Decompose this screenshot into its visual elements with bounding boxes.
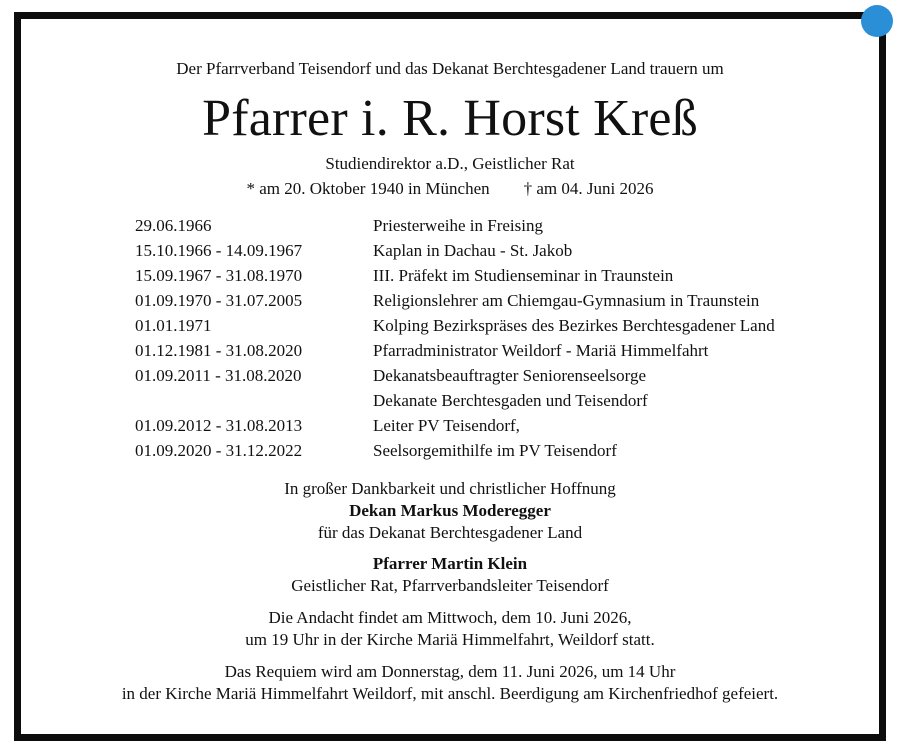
signer-1-role: für das Dekanat Berchtesgadener Land [317,523,583,542]
career-role [373,288,875,313]
career-role [373,263,875,288]
career-period: 01.09.2012 - 31.08.2013 [135,416,303,435]
career-role [373,313,875,338]
intro-line: Der Pfarrverband Teisendorf und das Dekanat Berchtesgadener Land trauern um [176,59,724,78]
career-period: 01.01.1971 [135,316,212,335]
career-role-line: Priesterweihe in Freising [373,216,543,235]
andacht-line-2: um 19 Uhr in der Kirche Mariä Himmelfahrt, Weildorf statt. [245,630,655,649]
career-period: 01.09.2020 - 31.12.2022 [135,441,303,460]
requiem-line-2: in der Kirche Mariä Himmelfahrt Weildorf, mit anschl. Beerdigung am Kirchenfriedhof gefeiert. [121,684,779,703]
signer-1-name: Dekan Markus Moderegger [349,501,551,520]
career-period: 15.09.1967 - 31.08.1970 [135,266,303,285]
career-role-line: Dekanate Berchtesgaden und Teisendorf [373,391,648,410]
career-role-line: Kaplan in Dachau - St. Jakob [373,241,573,260]
career-role-line: III. Präfekt im Studienseminar in Traunstein [373,266,674,285]
career-row [135,363,875,413]
birth-date: * am 20. Oktober 1940 in München [246,179,490,198]
career-row [135,263,875,288]
career-role [373,213,875,238]
corner-badge-icon [861,5,893,37]
career-role-line: Dekanatsbeauftragter Seniorenseelsorge [373,366,646,385]
career-role-line: Pfarradministrator Weildorf - Mariä Himmelfahrt [373,341,709,360]
career-role-line: Kolping Bezirkspräses des Bezirkes Berchtesgadener Land [373,316,775,335]
career-period: 29.06.1966 [135,216,212,235]
life-dates [21,179,879,199]
career-period: 01.09.2011 - 31.08.2020 [135,366,302,385]
career-period: 01.12.1981 - 31.08.2020 [135,341,303,360]
signer-2-role: Geistlicher Rat, Pfarrverbandsleiter Teisendorf [291,576,609,595]
career-role [373,338,875,363]
career-role [373,438,875,463]
death-date: † am 04. Juni 2026 [523,179,654,198]
career-role [373,363,875,413]
career-period: 15.10.1966 - 14.09.1967 [135,241,303,260]
career-row [135,438,875,463]
requiem-line-1: Das Requiem wird am Donnerstag, dem 11. Juni 2026, um 14 Uhr [224,662,676,681]
career-row [135,338,875,363]
thanks-line: In großer Dankbarkeit und christlicher Hoffnung [284,479,616,498]
deceased-name: Pfarrer i. R. Horst Kreß [202,90,698,147]
obituary-frame [14,12,886,741]
career-row [135,213,875,238]
career-row [135,313,875,338]
career-row [135,238,875,263]
career-period: 01.09.1970 - 31.07.2005 [135,291,303,310]
career-role-line: Seelsorgemithilfe im PV Teisendorf [373,441,617,460]
signer-2-name: Pfarrer Martin Klein [372,554,528,573]
career-role-line: Leiter PV Teisendorf, [373,416,520,435]
career-row [135,413,875,438]
career-role [373,238,875,263]
career-list [135,213,875,463]
deceased-title: Studiendirektor a.D., Geistlicher Rat [325,154,575,173]
career-row [135,288,875,313]
career-role-line: Religionslehrer am Chiemgau-Gymnasium in Traunstein [373,291,760,310]
career-role [373,413,875,438]
andacht-line-1: Die Andacht findet am Mittwoch, dem 10. Juni 2026, [268,608,632,627]
